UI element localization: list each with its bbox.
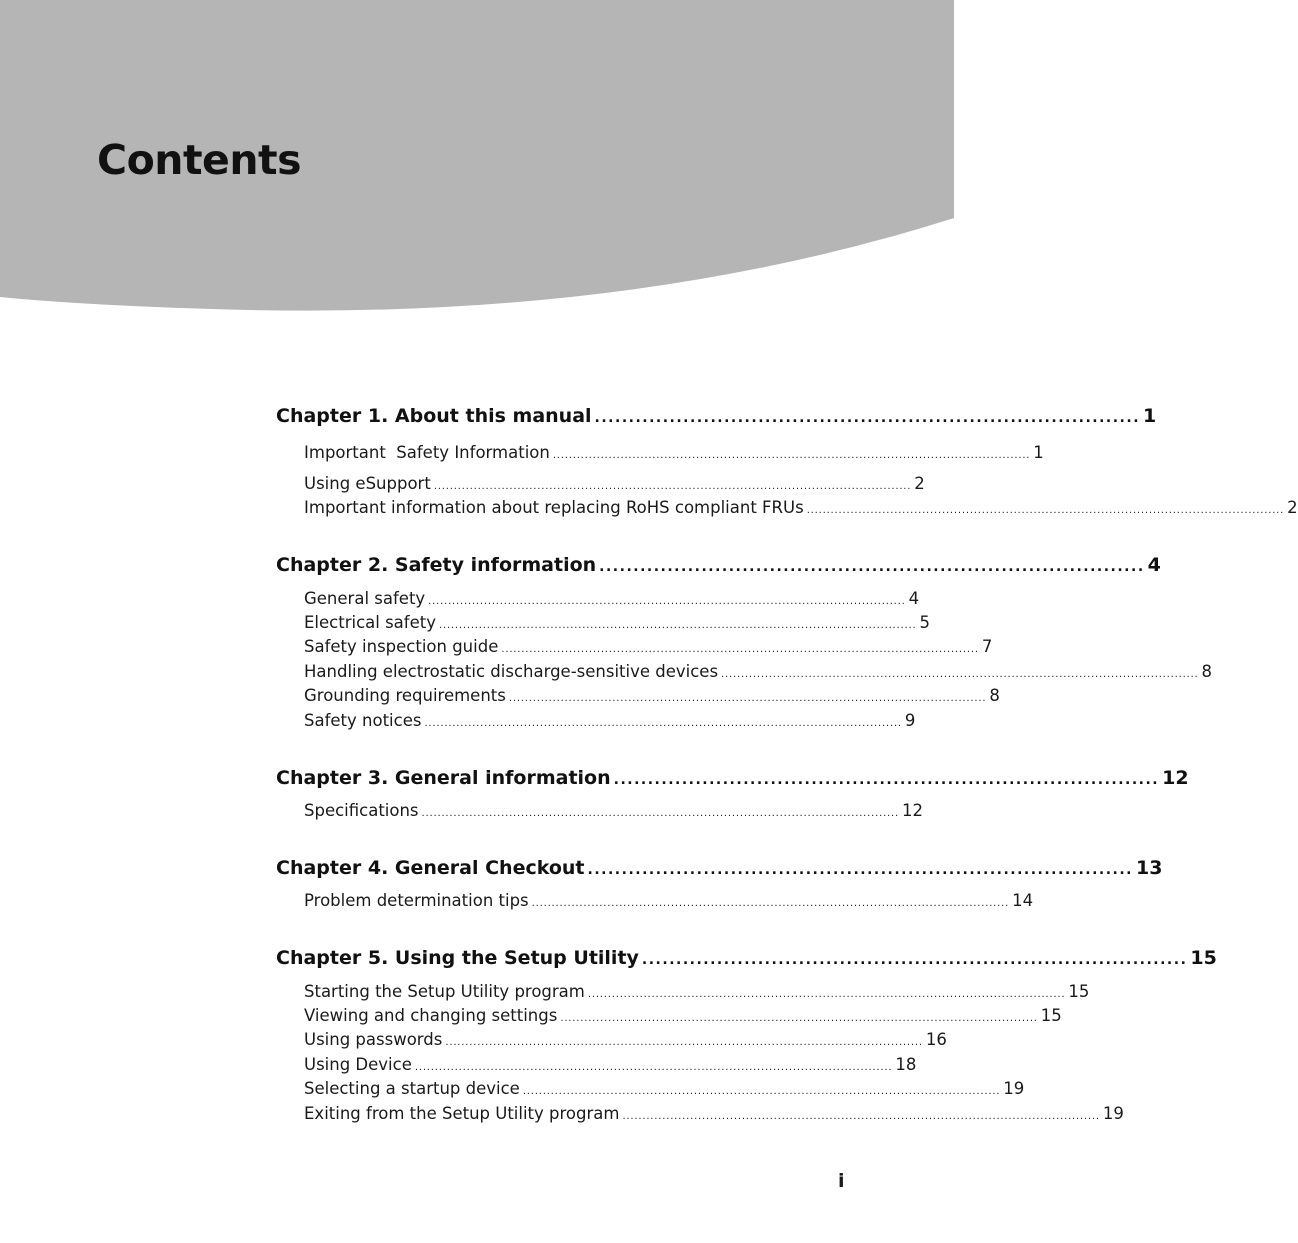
toc-section-exiting-setup[interactable] — [304, 1104, 1124, 1123]
toc-page-number: 15 — [1068, 982, 1090, 1001]
toc-section-label: Handling electrostatic discharge-sensitive devices — [304, 662, 719, 681]
toc-section-grounding[interactable] — [304, 686, 1000, 705]
toc-chapter-label: Chapter 4. General Checkout — [276, 857, 585, 879]
dot-leader: ........................................................................................................................ — [560, 1013, 1038, 1024]
toc-page-number: 2 — [1287, 498, 1298, 517]
dot-leader: ........................................................................................................................ — [721, 669, 1199, 680]
toc-section-problem-tips[interactable] — [304, 891, 1034, 910]
toc-chapter-1[interactable] — [276, 405, 1157, 427]
toc-page-number: 12 — [1162, 767, 1189, 789]
toc-chapter-2[interactable] — [276, 554, 1161, 576]
toc-section-label: Safety inspection guide — [304, 637, 499, 656]
toc-page-number: 8 — [1201, 662, 1212, 681]
toc-section-label: Safety notices — [304, 711, 422, 730]
toc-page-number: 1 — [1143, 405, 1157, 427]
toc-section-startup-device[interactable] — [304, 1079, 1025, 1098]
toc-section-label: Starting the Setup Utility program — [304, 982, 585, 1001]
page-title: Contents — [97, 136, 302, 184]
dot-leader: ................................................................................ — [613, 772, 1160, 788]
toc-section-label: Grounding requirements — [304, 686, 506, 705]
dot-leader: ........................................................................................................................ — [806, 505, 1285, 516]
toc-page-number: 4 — [1147, 554, 1161, 576]
dot-leader: ........................................................................................................................ — [622, 1111, 1100, 1122]
dot-leader: ........................................................................................................................ — [501, 644, 979, 655]
toc-section-label: Using eSupport — [304, 474, 431, 493]
toc-chapter-5[interactable] — [276, 947, 1217, 969]
toc-section-label: General safety — [304, 589, 426, 608]
dot-leader: ................................................................................ — [594, 410, 1141, 426]
toc-section-label: Electrical safety — [304, 613, 436, 632]
dot-leader: ........................................................................................................................ — [428, 596, 906, 607]
toc-page-number: 4 — [908, 589, 920, 608]
toc-page-number: 13 — [1136, 857, 1163, 879]
toc-section-rohs[interactable] — [304, 498, 1298, 517]
toc-section-using-device[interactable] — [304, 1055, 917, 1074]
toc-page-number: 1 — [1033, 443, 1044, 462]
toc-chapter-3[interactable] — [276, 767, 1189, 789]
toc-section-label: Selecting a startup device — [304, 1079, 520, 1098]
toc-chapter-label: Chapter 3. General information — [276, 767, 611, 789]
toc-section-specifications[interactable] — [304, 801, 923, 820]
toc-section-safety-inspection[interactable] — [304, 637, 993, 656]
toc-section-label: Important information about replacing RoHS compliant FRUs — [304, 498, 804, 517]
toc-section-label: Using passwords — [304, 1030, 443, 1049]
toc-section-label: Specifications — [304, 801, 419, 820]
toc-page-number: 5 — [919, 613, 930, 632]
toc-section-label: Using Device — [304, 1055, 412, 1074]
toc-page-number: 15 — [1190, 947, 1217, 969]
toc-section-label: Problem determination tips — [304, 891, 529, 910]
toc-page-number: 14 — [1012, 891, 1034, 910]
toc-page-number: 16 — [925, 1030, 947, 1049]
toc-section-viewing-settings[interactable] — [304, 1006, 1062, 1025]
toc-section-important-safety[interactable] — [304, 443, 1044, 462]
dot-leader: ........................................................................................................................ — [522, 1086, 1001, 1097]
dot-leader: ........................................................................................................................ — [587, 989, 1066, 1000]
dot-leader: ........................................................................................................................ — [424, 718, 902, 729]
toc-section-label: Viewing and changing settings — [304, 1006, 558, 1025]
toc-page-number: 12 — [902, 801, 923, 820]
toc-section-starting-setup[interactable] — [304, 982, 1090, 1001]
toc-section-safety-notices[interactable] — [304, 711, 916, 730]
dot-leader: ........................................................................................................................ — [445, 1037, 923, 1048]
page-number: i — [838, 1170, 845, 1192]
toc-section-label: Exiting from the Setup Utility program — [304, 1104, 620, 1123]
toc-section-label: Important Safety Information — [304, 443, 550, 462]
toc-chapter-label: Chapter 5. Using the Setup Utility — [276, 947, 639, 969]
dot-leader: ........................................................................................................................ — [438, 620, 917, 631]
dot-leader: ........................................................................................................................ — [508, 693, 987, 704]
toc-section-esd-devices[interactable] — [304, 662, 1212, 681]
dot-leader: ........................................................................................................................ — [552, 450, 1031, 461]
toc-chapter-label: Chapter 2. Safety information — [276, 554, 597, 576]
toc-page-number: 8 — [989, 686, 1000, 705]
toc-page-number: 2 — [914, 474, 925, 493]
dot-leader: ........................................................................................................................ — [433, 481, 912, 492]
dot-leader: ................................................................................ — [587, 862, 1133, 878]
toc-page-number: 9 — [904, 711, 916, 730]
toc-page-number: 19 — [1003, 1079, 1025, 1098]
dot-leader: ........................................................................................................................ — [531, 898, 1010, 909]
toc-chapter-4[interactable] — [276, 857, 1163, 879]
toc-page-number: 18 — [895, 1055, 917, 1074]
toc-section-general-safety[interactable] — [304, 589, 920, 608]
dot-leader: ........................................................................................................................ — [414, 1062, 893, 1073]
dot-leader: ........................................................................................................................ — [421, 808, 899, 819]
toc-page-number: 19 — [1102, 1104, 1124, 1123]
toc-page-number: 7 — [981, 637, 993, 656]
toc-page-number: 15 — [1040, 1006, 1062, 1025]
toc-chapter-label: Chapter 1. About this manual — [276, 405, 592, 427]
toc-section-electrical-safety[interactable] — [304, 613, 930, 632]
dot-leader: ................................................................................ — [599, 559, 1145, 575]
toc-section-esupport[interactable] — [304, 474, 925, 493]
dot-leader: ................................................................................ — [641, 952, 1188, 968]
toc-section-using-passwords[interactable] — [304, 1030, 947, 1049]
